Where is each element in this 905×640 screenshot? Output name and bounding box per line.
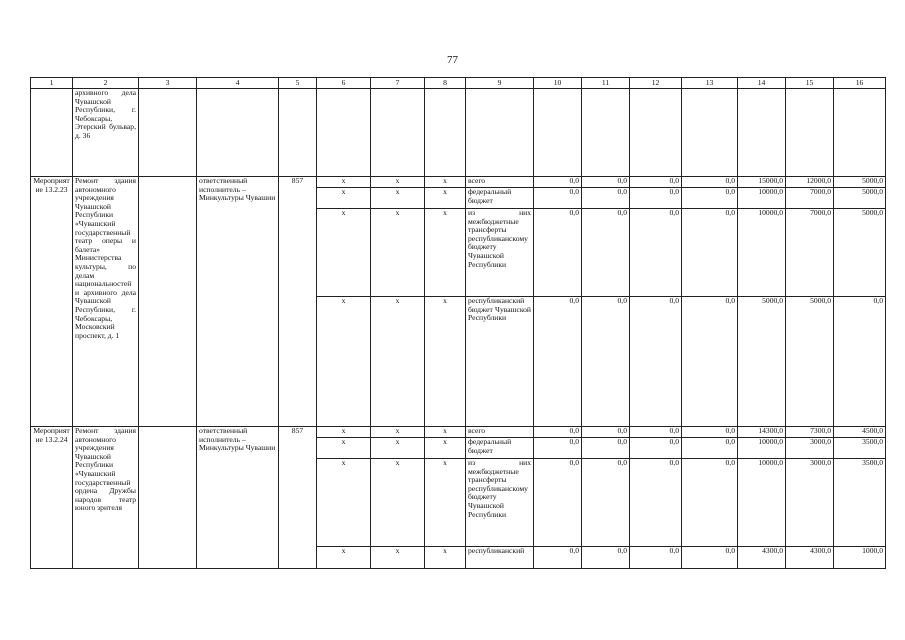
value-cell: 0,0 <box>630 459 682 547</box>
cell-x: x <box>371 547 425 569</box>
value-cell: 0,0 <box>630 209 682 297</box>
cell-x: x <box>371 459 425 547</box>
value-cell: 0,0 <box>534 547 582 569</box>
cell-empty <box>279 89 317 177</box>
column-header-12: 12 <box>630 78 682 89</box>
cell-x: x <box>371 438 425 459</box>
cell-empty <box>425 89 466 177</box>
value-cell: 0,0 <box>682 188 738 209</box>
value-cell: 0,0 <box>534 297 582 427</box>
value-cell: 0,0 <box>630 427 682 438</box>
cell-x: x <box>425 438 466 459</box>
value-cell: 12000,0 <box>786 177 834 188</box>
budget-code: 857 <box>279 427 317 569</box>
value-cell: 0,0 <box>682 459 738 547</box>
value-cell: 10000,0 <box>738 438 786 459</box>
cell-x: x <box>425 547 466 569</box>
cell-x: x <box>425 459 466 547</box>
cell-x: x <box>317 427 371 438</box>
value-cell: 3000,0 <box>786 438 834 459</box>
value-cell: 0,0 <box>582 177 630 188</box>
cell-empty <box>786 89 834 177</box>
value-cell: 7000,0 <box>786 188 834 209</box>
value-cell: 0,0 <box>582 209 630 297</box>
value-cell: 10000,0 <box>738 188 786 209</box>
cell-x: x <box>317 459 371 547</box>
value-cell: 0,0 <box>534 177 582 188</box>
value-cell: 5000,0 <box>834 177 886 188</box>
column-header-2: 2 <box>73 78 139 89</box>
cell-x: x <box>425 177 466 188</box>
cell-x: x <box>425 297 466 427</box>
cell-empty <box>682 89 738 177</box>
column-header-10: 10 <box>534 78 582 89</box>
page-number: 77 <box>447 54 458 66</box>
value-cell: 5000,0 <box>786 297 834 427</box>
value-cell: 0,0 <box>582 188 630 209</box>
column-header-16: 16 <box>834 78 886 89</box>
column-header-row <box>31 78 886 89</box>
cell-x: x <box>425 427 466 438</box>
object-description: архивного дела Чувашской Республики, г. Чебоксары, Этерский бульвар, д. 36 <box>73 89 139 177</box>
column-header-4: 4 <box>197 78 279 89</box>
column-header-6: 6 <box>317 78 371 89</box>
cell-empty <box>139 427 197 569</box>
cell-empty <box>139 89 197 177</box>
value-cell: 0,0 <box>534 459 582 547</box>
funding-source: республиканский <box>466 547 534 569</box>
value-cell: 0,0 <box>582 427 630 438</box>
value-cell: 3000,0 <box>786 459 834 547</box>
cell-x: x <box>317 438 371 459</box>
cell-x: x <box>317 209 371 297</box>
column-header-15: 15 <box>786 78 834 89</box>
value-cell: 0,0 <box>534 188 582 209</box>
value-cell: 0,0 <box>682 297 738 427</box>
value-cell: 0,0 <box>630 297 682 427</box>
value-cell: 7300,0 <box>786 427 834 438</box>
cell-x: x <box>317 297 371 427</box>
cell-empty <box>738 89 786 177</box>
cell-x: x <box>371 297 425 427</box>
value-cell: 0,0 <box>582 459 630 547</box>
cell-x: x <box>317 177 371 188</box>
value-cell: 0,0 <box>630 188 682 209</box>
funding-source: из них межбюджетные трансферты республиканскому бюджету Чувашской Республики <box>466 459 534 547</box>
cell-empty <box>317 89 371 177</box>
column-header-11: 11 <box>582 78 630 89</box>
funding-source: республиканский бюджет Чувашской Республики <box>466 297 534 427</box>
budget-code: 857 <box>279 177 317 427</box>
cell-empty <box>630 89 682 177</box>
column-header-8: 8 <box>425 78 466 89</box>
value-cell: 0,0 <box>682 177 738 188</box>
value-cell: 5000,0 <box>834 188 886 209</box>
cell-x: x <box>425 209 466 297</box>
column-header-13: 13 <box>682 78 738 89</box>
cell-x: x <box>317 188 371 209</box>
object-description: Ремонт здания автономного учреждения Чувашской Республики «Чувашский государственный театр оперы и балета» Министерства культуры, по делам национальностей и архивного дела Чувашской Республики, г. Чебоксары, Московский проспект, д. 1 <box>73 177 139 427</box>
value-cell: 1000,0 <box>834 547 886 569</box>
cell-empty <box>371 89 425 177</box>
cell-x: x <box>425 188 466 209</box>
column-header-14: 14 <box>738 78 786 89</box>
value-cell: 0,0 <box>630 547 682 569</box>
value-cell: 0,0 <box>534 438 582 459</box>
funding-source: всего <box>466 177 534 188</box>
measure-label: Мероприятие 13.2.24 <box>31 427 73 569</box>
funding-source: федеральный бюджет <box>466 438 534 459</box>
responsible-executor: ответственный исполнитель – Минкультуры Чувашии <box>197 427 279 569</box>
value-cell: 5000,0 <box>834 209 886 297</box>
cell-empty <box>582 89 630 177</box>
cell-x: x <box>371 188 425 209</box>
column-header-9: 9 <box>466 78 534 89</box>
continuation-row <box>31 89 886 177</box>
value-cell: 0,0 <box>682 427 738 438</box>
cell-x: x <box>317 547 371 569</box>
column-header-7: 7 <box>371 78 425 89</box>
responsible-executor: ответственный исполнитель – Минкультуры Чувашии <box>197 177 279 427</box>
value-cell: 3500,0 <box>834 438 886 459</box>
value-cell: 3500,0 <box>834 459 886 547</box>
measure-label: Мероприятие 13.2.23 <box>31 177 73 427</box>
value-cell: 14300,0 <box>738 427 786 438</box>
value-cell: 4300,0 <box>786 547 834 569</box>
column-header-3: 3 <box>139 78 197 89</box>
value-cell: 0,0 <box>682 547 738 569</box>
funding-source: всего <box>466 427 534 438</box>
value-cell: 0,0 <box>582 297 630 427</box>
value-cell: 0,0 <box>630 438 682 459</box>
object-description: Ремонт здания автономного учреждения Чувашской Республики «Чувашский государственный ордена Дружбы народов театр юного зрителя <box>73 427 139 569</box>
cell-empty <box>534 89 582 177</box>
column-header-1: 1 <box>31 78 73 89</box>
value-cell: 0,0 <box>582 547 630 569</box>
value-cell: 0,0 <box>630 177 682 188</box>
cell-empty <box>834 89 886 177</box>
value-cell: 0,0 <box>534 427 582 438</box>
value-cell: 10000,0 <box>738 209 786 297</box>
cell-empty <box>31 89 73 177</box>
cell-x: x <box>371 209 425 297</box>
cell-empty <box>466 89 534 177</box>
value-cell: 5000,0 <box>738 297 786 427</box>
funding-source: федеральный бюджет <box>466 188 534 209</box>
funding-source: из них межбюджетные трансферты республиканскому бюджету Чувашской Республики <box>466 209 534 297</box>
column-header-5: 5 <box>279 78 317 89</box>
table-row <box>31 177 886 188</box>
cell-empty <box>197 89 279 177</box>
value-cell: 0,0 <box>682 438 738 459</box>
value-cell: 7000,0 <box>786 209 834 297</box>
budget-table <box>30 77 886 569</box>
cell-x: x <box>371 177 425 188</box>
value-cell: 0,0 <box>582 438 630 459</box>
value-cell: 4300,0 <box>738 547 786 569</box>
cell-x: x <box>371 427 425 438</box>
value-cell: 0,0 <box>682 209 738 297</box>
value-cell: 10000,0 <box>738 459 786 547</box>
value-cell: 4500,0 <box>834 427 886 438</box>
value-cell: 15000,0 <box>738 177 786 188</box>
value-cell: 0,0 <box>534 209 582 297</box>
cell-empty <box>139 177 197 427</box>
table-row <box>31 427 886 438</box>
value-cell: 0,0 <box>834 297 886 427</box>
